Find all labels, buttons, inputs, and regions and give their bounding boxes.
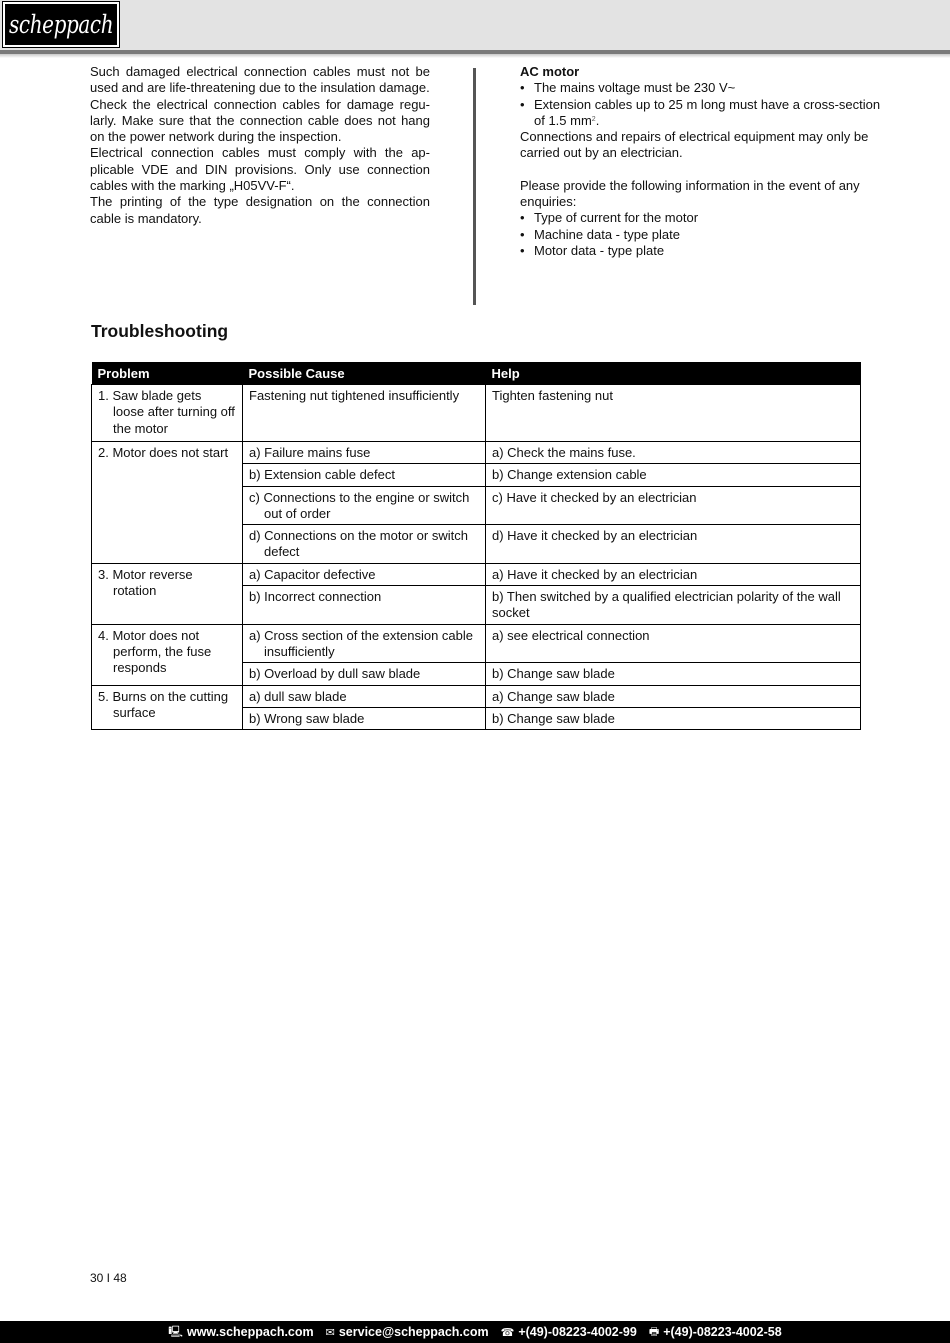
footer-email[interactable] <box>326 1325 489 1339</box>
phone-number: +(49)-08223-4002-99 <box>518 1325 637 1339</box>
header-shadow <box>0 54 950 58</box>
table-header-row <box>92 362 861 385</box>
footer-website[interactable] <box>168 1323 313 1342</box>
footer-bar <box>0 1321 950 1343</box>
help-cell: d) Have it checked by an electrician <box>486 525 861 564</box>
right-column <box>520 64 894 259</box>
footer-phone <box>501 1325 637 1339</box>
table-row <box>92 624 861 663</box>
section-title: AC motor <box>520 64 580 79</box>
list-item-tail: . <box>595 112 600 128</box>
logo-text: scheppach <box>8 10 114 39</box>
cause-text: c) Connections to the engine or switch out of order <box>249 489 470 521</box>
cause-cell <box>243 663 486 685</box>
cause-text: a) Failure mains fuse <box>249 445 371 460</box>
list-item-text: Extension cables up to 25 m long must have a cross-section of 1.5 mm <box>534 96 881 128</box>
paragraph: The printing of the type designation on the connection cable is mandatory. <box>90 194 430 226</box>
cause-cell <box>243 385 486 442</box>
table-row <box>92 385 861 442</box>
problem-cell <box>92 442 243 564</box>
left-column <box>90 64 430 227</box>
column-header-problem: Problem <box>92 362 243 385</box>
phone-icon: ☎ <box>500 1326 515 1339</box>
cause-text: b) Overload by dull saw blade <box>249 666 421 682</box>
paragraph: Such damaged electrical connection cables must not be used and are life-threatening due to the insulation damage. <box>90 64 430 96</box>
cause-cell <box>243 486 486 525</box>
website-link[interactable]: www.scheppach.com <box>186 1325 314 1339</box>
help-cell: b) Change extension cable <box>486 464 861 486</box>
brand-logo <box>3 2 119 47</box>
help-cell: a) see electrical connection <box>486 624 861 663</box>
problem-cell <box>92 685 243 730</box>
cause-text: b) Extension cable defect <box>249 467 395 483</box>
cause-cell <box>243 586 486 625</box>
cause-cell <box>243 464 486 486</box>
troubleshooting-table <box>91 362 861 730</box>
footer-fax <box>649 1323 782 1342</box>
cause-text: a) Capacitor defective <box>249 566 376 582</box>
help-cell: a) Change saw blade <box>486 685 861 707</box>
column-header-cause: Possible Cause <box>243 362 486 385</box>
cause-text: a) dull saw blade <box>249 688 347 704</box>
paragraph: Electrical connection cables must comply with the ap-plicable VDE and DIN provisions. Only use connection cables with the marking „H05VV-F“. <box>90 145 430 194</box>
section-heading: Troubleshooting <box>91 321 229 341</box>
problem-cell <box>92 563 243 624</box>
paragraph: Check the electrical connection cables for damage regu-larly. Make sure that the connection cable does not hang on the power network during the inspection. <box>90 96 430 145</box>
cause-text: Fastening nut tightened insufficiently <box>249 388 460 403</box>
table-row <box>92 685 861 707</box>
problem-text: 2. Motor does not start <box>98 445 229 460</box>
cause-text: d) Connections on the motor or switch defect <box>249 528 468 560</box>
help-cell: b) Change saw blade <box>486 707 861 729</box>
list-item <box>520 80 894 96</box>
cause-cell <box>243 525 486 564</box>
problem-text: 3. Motor reverse rotation <box>98 566 193 599</box>
help-cell: a) Have it checked by an electrician <box>486 563 861 585</box>
cause-text: b) Wrong saw blade <box>249 710 365 726</box>
superscript: 2 <box>591 115 596 123</box>
cause-cell <box>243 707 486 729</box>
computer-icon: 🖳 <box>168 1325 183 1338</box>
problem-cell <box>92 624 243 685</box>
cause-cell <box>243 563 486 585</box>
header-bar <box>0 0 950 50</box>
problem-cell <box>92 385 243 442</box>
fax-icon: 🖶 <box>648 1325 660 1338</box>
list-item <box>520 97 894 130</box>
table-row <box>92 563 861 585</box>
mail-icon: ✉ <box>325 1326 335 1339</box>
info-bullet-list <box>520 210 894 259</box>
page-number: 30 I 48 <box>90 1271 127 1285</box>
fax-number: +(49)-08223-4002-58 <box>663 1325 782 1339</box>
paragraph: Connections and repairs of electrical equipment may only be carried out by an electrician. <box>520 129 869 161</box>
paragraph: Please provide the following information in the event of any enquiries: <box>520 177 860 210</box>
list-item: • Type of current for the motor <box>520 210 894 226</box>
email-link[interactable]: service@scheppach.com <box>338 1325 489 1339</box>
list-item-text: The mains voltage must be 230 V~ <box>534 80 736 96</box>
bullet-list <box>520 80 894 129</box>
cause-cell <box>243 442 486 464</box>
problem-text: 1. Saw blade gets loose after turning off the motor <box>98 388 235 436</box>
help-cell: a) Check the mains fuse. <box>486 442 861 464</box>
help-cell: b) Then switched by a qualified electrician polarity of the wall socket <box>486 586 861 625</box>
cause-cell <box>243 685 486 707</box>
help-cell: b) Change saw blade <box>486 663 861 685</box>
column-header-help: Help <box>486 362 861 385</box>
table-row <box>92 442 861 464</box>
cause-text: a) Cross section of the extension cable insufficiently <box>249 627 474 659</box>
cause-text: b) Incorrect connection <box>249 589 382 605</box>
help-cell: c) Have it checked by an electrician <box>486 486 861 525</box>
list-item: • Motor data - type plate <box>520 243 894 259</box>
list-item: • Machine data - type plate <box>520 227 894 243</box>
problem-text: 5. Burns on the cutting surface <box>98 688 229 720</box>
column-divider <box>473 68 476 305</box>
problem-text: 4. Motor does not perform, the fuse responds <box>98 627 212 676</box>
cause-cell <box>243 624 486 663</box>
help-cell: Tighten fastening nut <box>486 385 861 442</box>
